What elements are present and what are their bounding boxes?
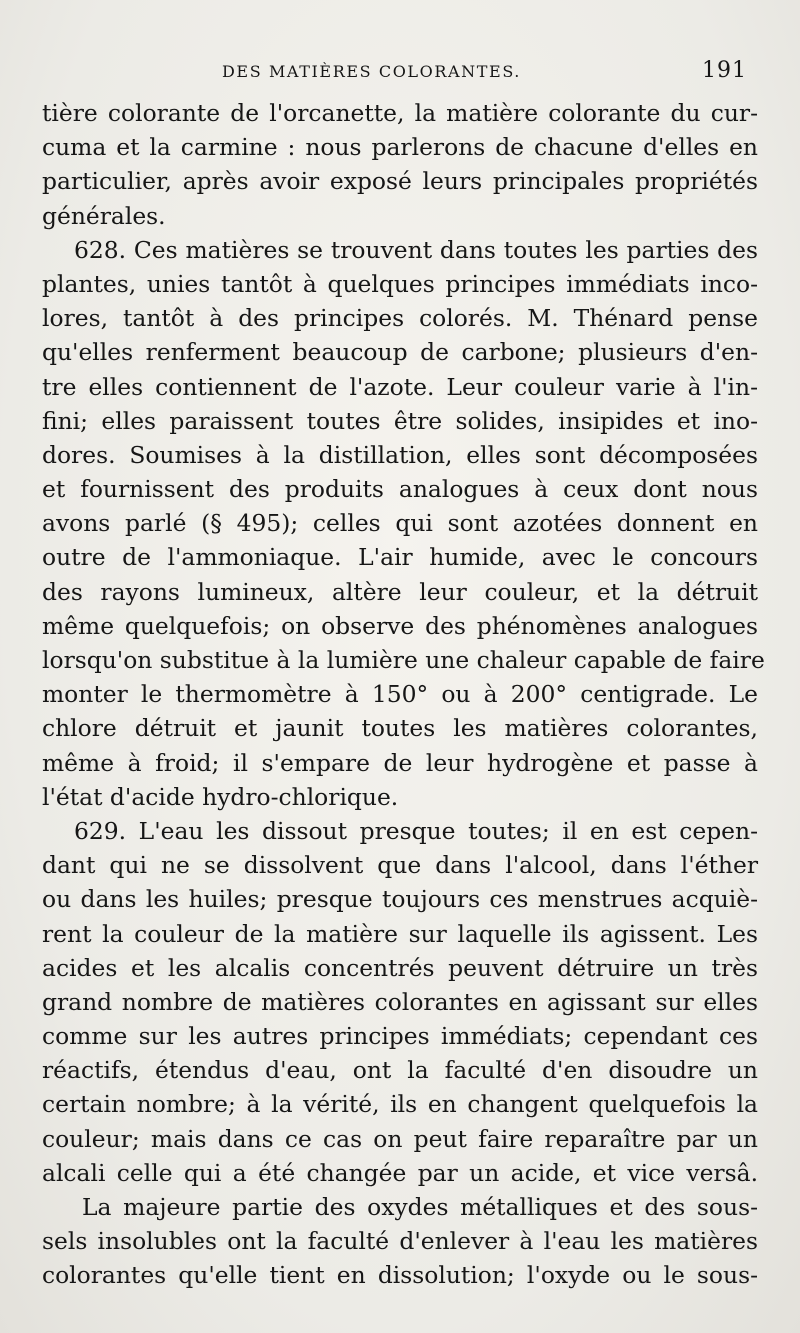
text-line: qu'elles renferment beaucoup de carbone; plusieurs d'en-	[42, 338, 758, 367]
text-line: tière colorante de l'orcanette, la matière colorante du cur-	[42, 99, 758, 127]
text-line: avons parlé (§ 495); celles qui sont azotées donnent en	[42, 509, 758, 538]
body-text	[42, 96, 765, 1293]
paragraph-start: La majeure partie des oxydes métalliques et des sous-	[82, 1193, 758, 1221]
page-number: 191	[702, 58, 747, 83]
text-line: dant qui ne se dissolvent que dans l'alcool, dans l'éther	[42, 851, 758, 880]
text-line: lores, tantôt à des principes colorés. M. Thénard pense	[42, 304, 758, 333]
paragraph-628-start: 628. Ces matières se trouvent dans toutes les parties des	[74, 235, 758, 264]
paragraph-629-start: 629. L'eau les dissout presque toutes; il en est cepen-	[74, 816, 758, 845]
text-line: comme sur les autres principes immédiats; cependant ces	[42, 1022, 758, 1051]
text-line: tre elles contiennent de l'azote. Leur couleur varie à l'in-	[42, 372, 758, 401]
page-header	[0, 58, 800, 88]
text-line: même quelquefois; on observe des phénomènes analogues	[42, 611, 758, 640]
text-line: fini; elles paraissent toutes être solides, insipides et ino-	[42, 406, 758, 435]
text-line: plantes, unies tantôt à quelques principes immédiats inco-	[42, 269, 758, 298]
text-line: dores. Soumises à la distillation, elles sont décomposées	[42, 440, 758, 469]
text-line: particulier, après avoir exposé leurs principales propriétés	[42, 167, 758, 196]
text-line: outre de l'ammoniaque. L'air humide, avec le concours	[42, 543, 758, 572]
text-line: sels insolubles ont la faculté d'enlever à l'eau les matières	[42, 1227, 758, 1256]
text-line: ou dans les huiles; presque toujours ces menstrues acquiè-	[42, 885, 758, 914]
text-line: des rayons lumineux, altère leur couleur, et la détruit	[42, 577, 758, 606]
text-line: alcali celle qui a été changée par un acide, et vice versâ.	[42, 1158, 758, 1187]
text-line: cuma et la carmine : nous parlerons de chacune d'elles en	[42, 133, 758, 162]
text-line: et fournissent des produits analogues à ceux dont nous	[42, 475, 758, 504]
text-line: grand nombre de matières colorantes en agissant sur elles	[42, 987, 758, 1016]
text-line: générales.	[42, 201, 166, 230]
text-line: même à froid; il s'empare de leur hydrogène et passe à	[42, 748, 758, 777]
text-line: monter le thermomètre à 150° ou à 200° centigrade. Le	[42, 680, 758, 709]
text-line: rent la couleur de la matière sur laquelle ils agissent. Les	[42, 919, 758, 948]
text-line: couleur; mais dans ce cas on peut faire reparaître par un	[42, 1124, 758, 1153]
text-line: lorsqu'on substitue à la lumière une chaleur capable de faire	[42, 646, 765, 674]
text-line: acides et les alcalis concentrés peuvent détruire un très	[42, 953, 758, 982]
text-line: chlore détruit et jaunit toutes les matières colorantes,	[42, 714, 758, 743]
text-line: l'état d'acide hydro-chlorique.	[42, 782, 399, 811]
text-line: réactifs, étendus d'eau, ont la faculté d'en disoudre un	[42, 1056, 758, 1085]
running-title: DES MATIÈRES COLORANTES.	[222, 62, 521, 81]
text-line: colorantes qu'elle tient en dissolution; l'oxyde ou le sous-	[42, 1261, 758, 1290]
text-line: certain nombre; à la vérité, ils en changent quelquefois la	[42, 1090, 758, 1119]
